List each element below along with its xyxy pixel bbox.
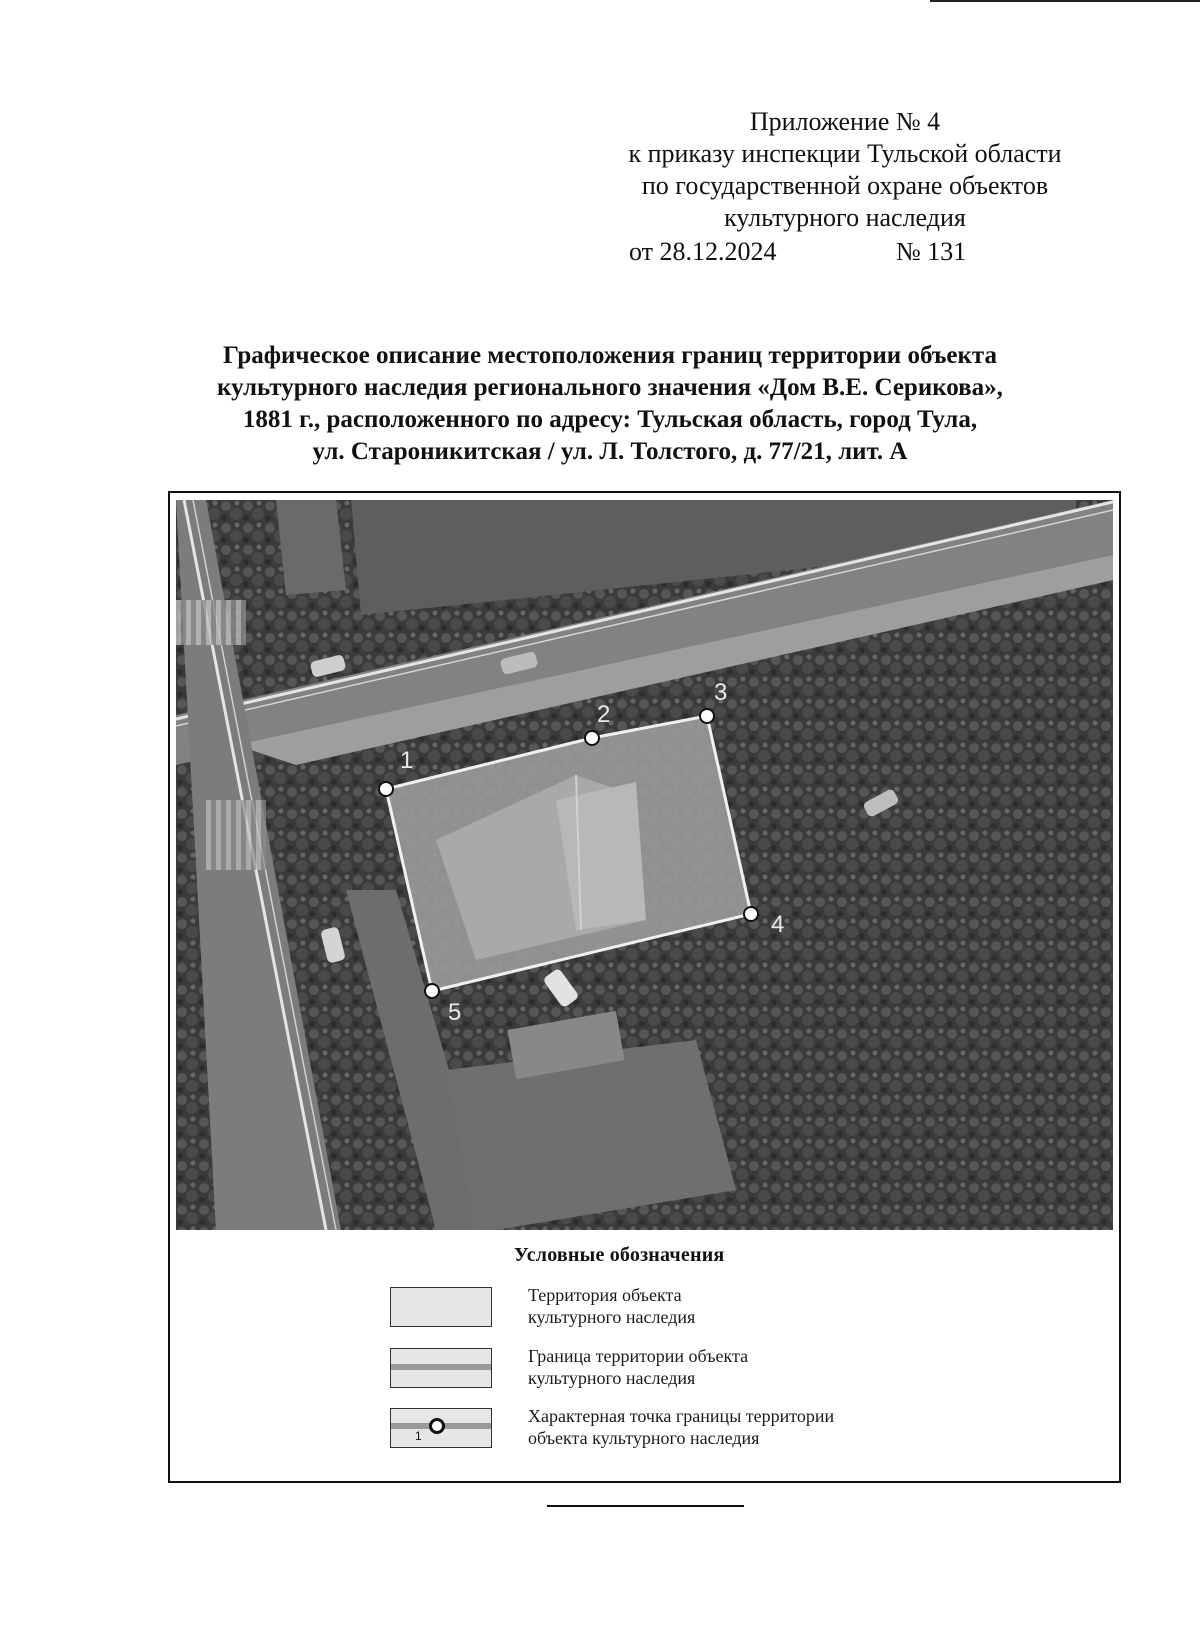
boundary-point-label-5: 5 (448, 999, 462, 1026)
legend-text-point (528, 1405, 834, 1449)
crosswalk (206, 800, 266, 870)
title-line-4: ул. Староникитская / ул. Л. Толстого, д. 77/21, лит. А (312, 438, 908, 465)
legend-text-boundary-line-1: Граница территории объекта (528, 1346, 749, 1366)
boundary-point-2 (585, 731, 599, 745)
order-number: № 131 (896, 237, 967, 266)
legend-text-territory-line-1: Территория объекта (528, 1285, 682, 1305)
top-rule (930, 0, 1200, 2)
appendix-number: Приложение № 4 (749, 107, 941, 136)
boundary-point-label-1: 1 (400, 747, 414, 774)
boundary-point-sample-number: 1 (415, 1429, 422, 1443)
appendix-header (580, 106, 1110, 268)
boundary-point-5 (425, 984, 439, 998)
boundary-point-4 (744, 907, 758, 921)
legend-title: Условные обозначения (514, 1244, 725, 1266)
legend-text-point-line-2: объекта культурного наследия (528, 1428, 760, 1448)
document-title (150, 340, 1070, 468)
bottom-rule (547, 1505, 744, 1507)
boundary-point-label-2: 2 (597, 701, 611, 728)
legend-text-boundary-line-2: культурного наследия (528, 1368, 696, 1388)
appendix-order-line: к приказу инспекции Тульской области (628, 139, 1062, 168)
legend-text-territory (528, 1284, 695, 1328)
legend-text-boundary (528, 1345, 748, 1389)
legend-swatch-point (390, 1408, 492, 1448)
order-date-row (580, 236, 1110, 268)
title-line-1: Графическое описание местоположения границ территории объекта (222, 342, 997, 369)
building-north-left (276, 500, 346, 595)
boundary-point-label-3: 3 (714, 679, 728, 706)
legend-text-point-line-1: Характерная точка границы территории (528, 1406, 835, 1426)
legend-swatch-boundary (390, 1348, 492, 1388)
boundary-point-3 (700, 709, 714, 723)
appendix-authority-line: по государственной охране объектов (641, 171, 1049, 200)
order-date: от 28.12.2024 (629, 237, 777, 266)
aerial-map (176, 500, 1113, 1230)
appendix-heritage-line: культурного наследия (724, 203, 966, 232)
boundary-point-label-4: 4 (771, 911, 785, 938)
title-line-3: 1881 г., расположенного по адресу: Тульская область, город Тула, (242, 406, 978, 433)
title-line-2: культурного наследия регионального значения «Дом В.Е. Серикова», (217, 374, 1003, 401)
crosswalk (176, 600, 246, 645)
legend-text-territory-line-2: культурного наследия (528, 1307, 696, 1327)
boundary-point-1 (379, 782, 393, 796)
boundary-point-sample-icon (429, 1418, 445, 1434)
boundary-line-sample (391, 1364, 491, 1370)
legend-swatch-territory (390, 1287, 492, 1327)
